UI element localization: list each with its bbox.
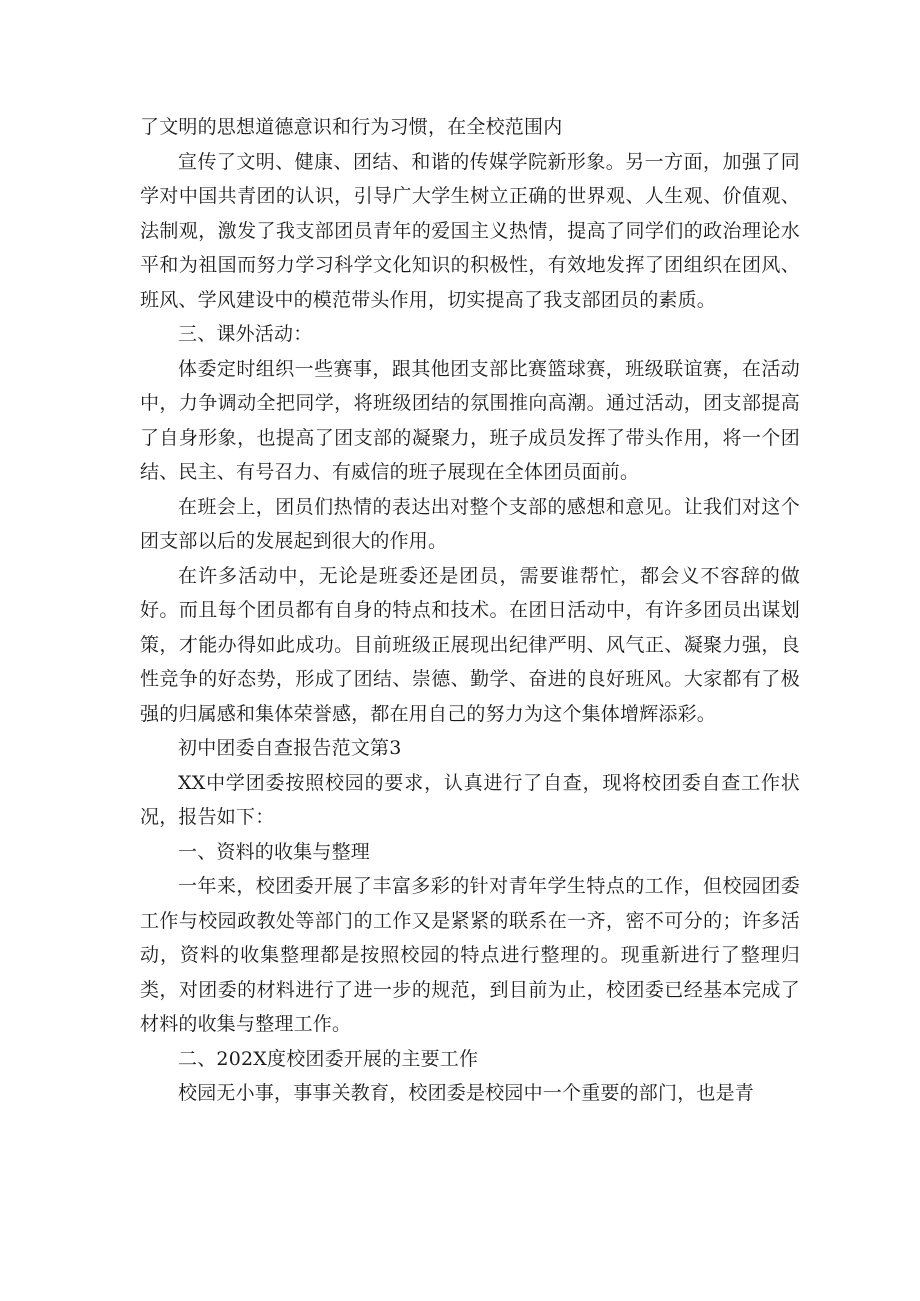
paragraph-intro: XX中学团委按照校园的要求，认真进行了自查，现将校团委自查工作状况，报告如下： bbox=[140, 771, 800, 828]
section-heading-main-work: 二、202X度校团委开展的主要工作 bbox=[178, 1047, 479, 1070]
paragraph-sports-events: 体委定时组织一些赛事，跟其他团支部比赛篮球赛，班级联谊赛，在活动中，力争调动全把同学，将班级团结的氛围推向高潮。通过活动，团支部提高了自身形象，也提高了团支部的凝聚力，班子成员发挥了带头作用，将一个团结、民主、有号召力、有威信的班子展现在全体团员面前。 bbox=[140, 357, 800, 483]
paragraph-materials: 一年来，校团委开展了丰富多彩的针对青年学生特点的工作，但校园团委工作与校园政教处等部门的工作又是紧紧的联系在一齐，密不可分的；许多活动，资料的收集整理都是按照校园的特点进行整理的。现重新进行了整理归类，对团委的材料进行了进一步的规范，到目前为止，校团委已经基本完成了材料的收集与整理工作。 bbox=[140, 875, 800, 1035]
paragraph-class-meeting: 在班会上，团员们热情的表达出对整个支部的感想和意见。让我们对这个团支部以后的发展起到很大的作用。 bbox=[140, 495, 800, 552]
section-heading-extracurricular: 三、课外活动： bbox=[178, 323, 313, 345]
paragraph-activities: 在许多活动中，无论是班委还是团员，需要谁帮忙，都会义不容辞的做好。而且每个团员都有自身的特点和技术。在团日活动中，有许多团员出谋划策，才能办得如此成功。目前班级正展现出纪律严明、风气正、凝聚力强，良性竞争的好态势，形成了团结、崇德、勤学、奋进的良好班风。大家都有了极强的归属感和集体荣誉感，都在用自己的努力为这个集体增辉添彩。 bbox=[140, 564, 800, 725]
paragraph-continuation: 了文明的思想道德意识和行为习惯，在全校范围内 bbox=[140, 116, 563, 138]
paragraph-main-work: 校园无小事，事事关教育，校团委是校园中一个重要的部门，也是青 bbox=[178, 1082, 755, 1104]
section-heading-materials: 一、资料的收集与整理 bbox=[178, 840, 371, 863]
document-subtitle: 初中团委自查报告范文第3 bbox=[178, 737, 402, 759]
document-body bbox=[140, 110, 800, 1111]
paragraph-publicity: 宣传了文明、健康、团结、和谐的传媒学院新形象。另一方面，加强了同学对中国共青团的认识，引导广大学生树立正确的世界观、人生观、价值观、法制观，激发了我支部团员青年的爱国主义热情，提高了同学们的政治理论水平和为祖国而努力学习科学文化知识的积极性，有效地发挥了团组织在团风、班风、学风建设中的模范带头作用，切实提高了我支部团员的素质。 bbox=[140, 150, 800, 311]
